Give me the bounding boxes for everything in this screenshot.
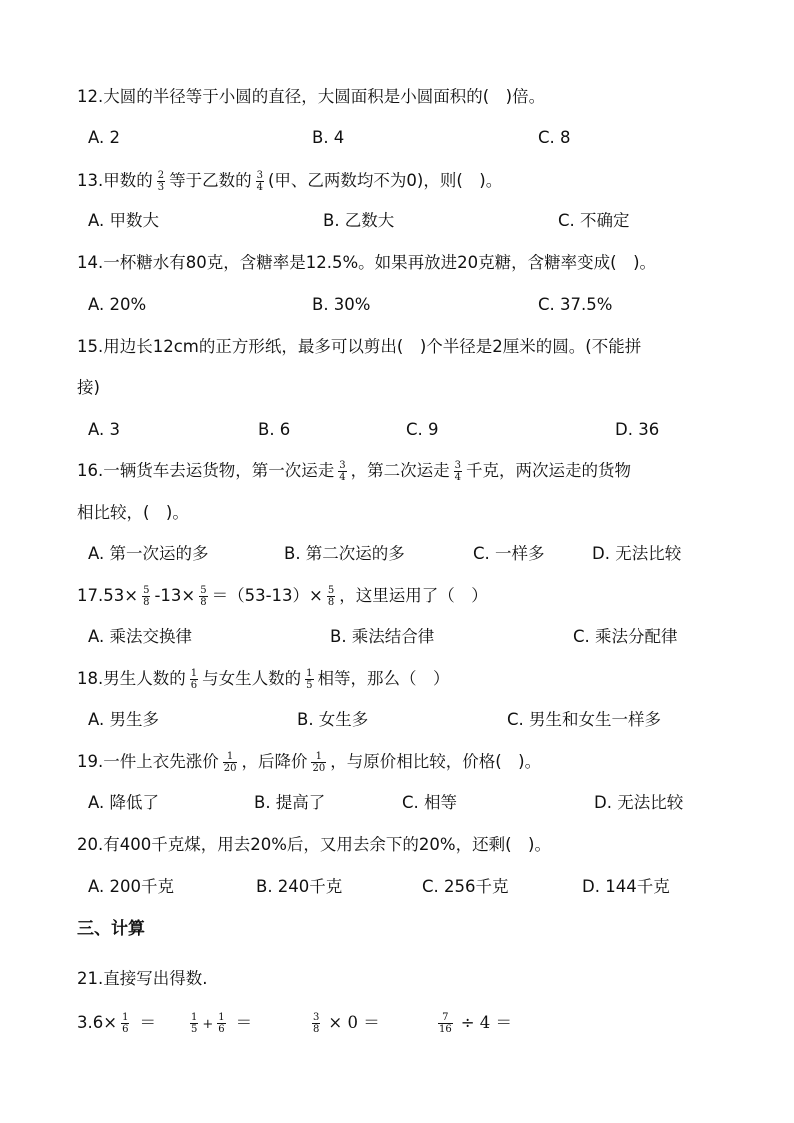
question-19: [77, 751, 541, 774]
q18-fraction-2: $\frac{1}{5}$: [306, 668, 313, 691]
question-13: [77, 170, 502, 193]
q17-fraction-3: $\frac{5}{8}$: [327, 585, 335, 608]
q21-expression-2: [186, 1012, 252, 1036]
q20-option-c: C. 256千克: [422, 877, 509, 896]
q18-option-c: C. 男生和女生一样多: [507, 710, 662, 729]
q21-e2-op: +: [202, 1017, 214, 1032]
q12-option-b: B. 4: [312, 128, 345, 147]
question-17: [77, 585, 488, 608]
q20-option-b: B. 240千克: [256, 877, 343, 896]
q16-text-mid: ，第二次运走: [350, 461, 450, 480]
q19-fraction-1: $\frac{1}{20}$: [223, 751, 237, 774]
q15-option-c: C. 9: [406, 420, 439, 439]
q21-e3-post: × 0 ＝: [328, 1013, 380, 1032]
q12-option-a: A. 2: [88, 128, 120, 147]
q21-e2-post: ＝: [235, 1013, 253, 1032]
question-12: 12.大圆的半径等于小圆的直径，大圆面积是小圆面积的( )倍。: [77, 87, 546, 106]
q19-option-a: A. 降低了: [88, 793, 159, 812]
q21-expression-1: [77, 1012, 156, 1035]
q17-fraction-1: $\frac{5}{8}$: [143, 585, 150, 608]
q19-option-d: D. 无法比较: [594, 793, 684, 812]
question-20: 20.有400千克煤，用去20%后，又用去余下的20%，还剩( )。: [77, 835, 551, 854]
q17-fraction-2: $\frac{5}{8}$: [200, 585, 207, 608]
q21-e4-fraction: $\frac{7}{16}$: [439, 1012, 452, 1035]
q18-text-post: 相等，那么（ ）: [317, 669, 450, 688]
q13-option-a: A. 甲数大: [88, 211, 159, 230]
q20-option-a: A. 200千克: [88, 877, 174, 896]
q21-e2-fraction-1: $\frac{1}{5}$: [191, 1012, 198, 1035]
q21-e4-post: ÷ 4 ＝: [460, 1013, 513, 1032]
q16-option-a: A. 第一次运的多: [88, 544, 209, 563]
q18-option-a: A. 男生多: [88, 710, 159, 729]
q17-text-mid: -13×: [154, 586, 196, 605]
q16-option-d: D. 无法比较: [592, 544, 682, 563]
section-title: 三、计算: [77, 919, 145, 939]
q17-text-mid2: ＝（53-13）×: [211, 586, 323, 605]
q21-e1-fraction: $\frac{1}{6}$: [122, 1012, 129, 1035]
q16-fraction-2: $\frac{3}{4}$: [454, 460, 461, 483]
q13-fraction-1: $\frac{2}{3}$: [157, 170, 165, 193]
q15-option-b: B. 6: [258, 420, 291, 439]
question-15-line-2: 接): [77, 378, 100, 397]
q21-e3-fraction: $\frac{3}{8}$: [313, 1012, 320, 1035]
q21-e2-fraction-2: $\frac{1}{6}$: [218, 1012, 225, 1035]
q12-option-c: C. 8: [538, 128, 571, 147]
q13-text-pre: 13.甲数的: [77, 171, 153, 190]
q17-option-c: C. 乘法分配律: [573, 627, 678, 646]
question-15-line-1: 15.用边长12cm的正方形纸，最多可以剪出( )个半径是2厘米的圆。(不能拼: [77, 337, 642, 356]
question-14: 14.一杯糖水有80克，含糖率是12.5%。如果再放进20克糖，含糖率变成( )。: [77, 253, 657, 272]
q16-option-c: C. 一样多: [473, 544, 545, 563]
q19-fraction-2: $\frac{1}{20}$: [312, 751, 326, 774]
q14-option-a: A. 20%: [88, 295, 147, 314]
question-18: [77, 668, 450, 691]
q19-text-pre: 19.一件上衣先涨价: [77, 752, 219, 771]
q21-e1-post: ＝: [139, 1013, 156, 1032]
q13-fraction-2: $\frac{3}{4}$: [256, 170, 263, 193]
q16-option-b: B. 第二次运的多: [284, 544, 405, 563]
q14-option-c: C. 37.5%: [538, 295, 613, 314]
q17-text-pre: 17.53×: [77, 586, 139, 605]
q15-option-a: A. 3: [88, 420, 120, 439]
q21-expression-3: [308, 1012, 380, 1035]
q13-option-b: B. 乙数大: [323, 211, 395, 230]
q18-text-pre: 18.男生人数的: [77, 669, 186, 688]
q18-option-b: B. 女生多: [297, 710, 369, 729]
q16-text-pre: 16.一辆货车去运货物，第一次运走: [77, 461, 335, 480]
q13-text-post: (甲、乙两数均不为0)，则( )。: [268, 171, 503, 190]
question-16-line-1: [77, 460, 631, 483]
q18-fraction-1: $\frac{1}{6}$: [190, 668, 198, 691]
q13-text-mid: 等于乙数的: [169, 171, 252, 190]
q19-text-post: ，与原价相比较，价格( )。: [330, 752, 542, 771]
q19-text-mid: ，后降价: [241, 752, 308, 771]
q13-option-c: C. 不确定: [558, 211, 630, 230]
q16-fraction-1: $\frac{3}{4}$: [339, 460, 346, 483]
q16-text-post: 千克，两次运走的货物: [466, 461, 631, 480]
q15-option-d: D. 36: [615, 420, 660, 439]
q17-text-post: ，这里运用了（ ）: [339, 586, 488, 605]
q18-text-mid: 与女生人数的: [202, 669, 302, 688]
question-21: 21.直接写出得数.: [77, 969, 208, 988]
q17-option-b: B. 乘法结合律: [330, 627, 435, 646]
q19-option-b: B. 提高了: [254, 793, 326, 812]
q14-option-b: B. 30%: [312, 295, 371, 314]
q20-option-d: D. 144千克: [582, 877, 670, 896]
q17-option-a: A. 乘法交换律: [88, 627, 192, 646]
question-16-line-2: 相比较，( )。: [77, 503, 189, 522]
q19-option-c: C. 相等: [402, 793, 458, 812]
q21-expression-4: [434, 1012, 512, 1035]
q21-e1-pre: 3.6×: [77, 1013, 118, 1032]
